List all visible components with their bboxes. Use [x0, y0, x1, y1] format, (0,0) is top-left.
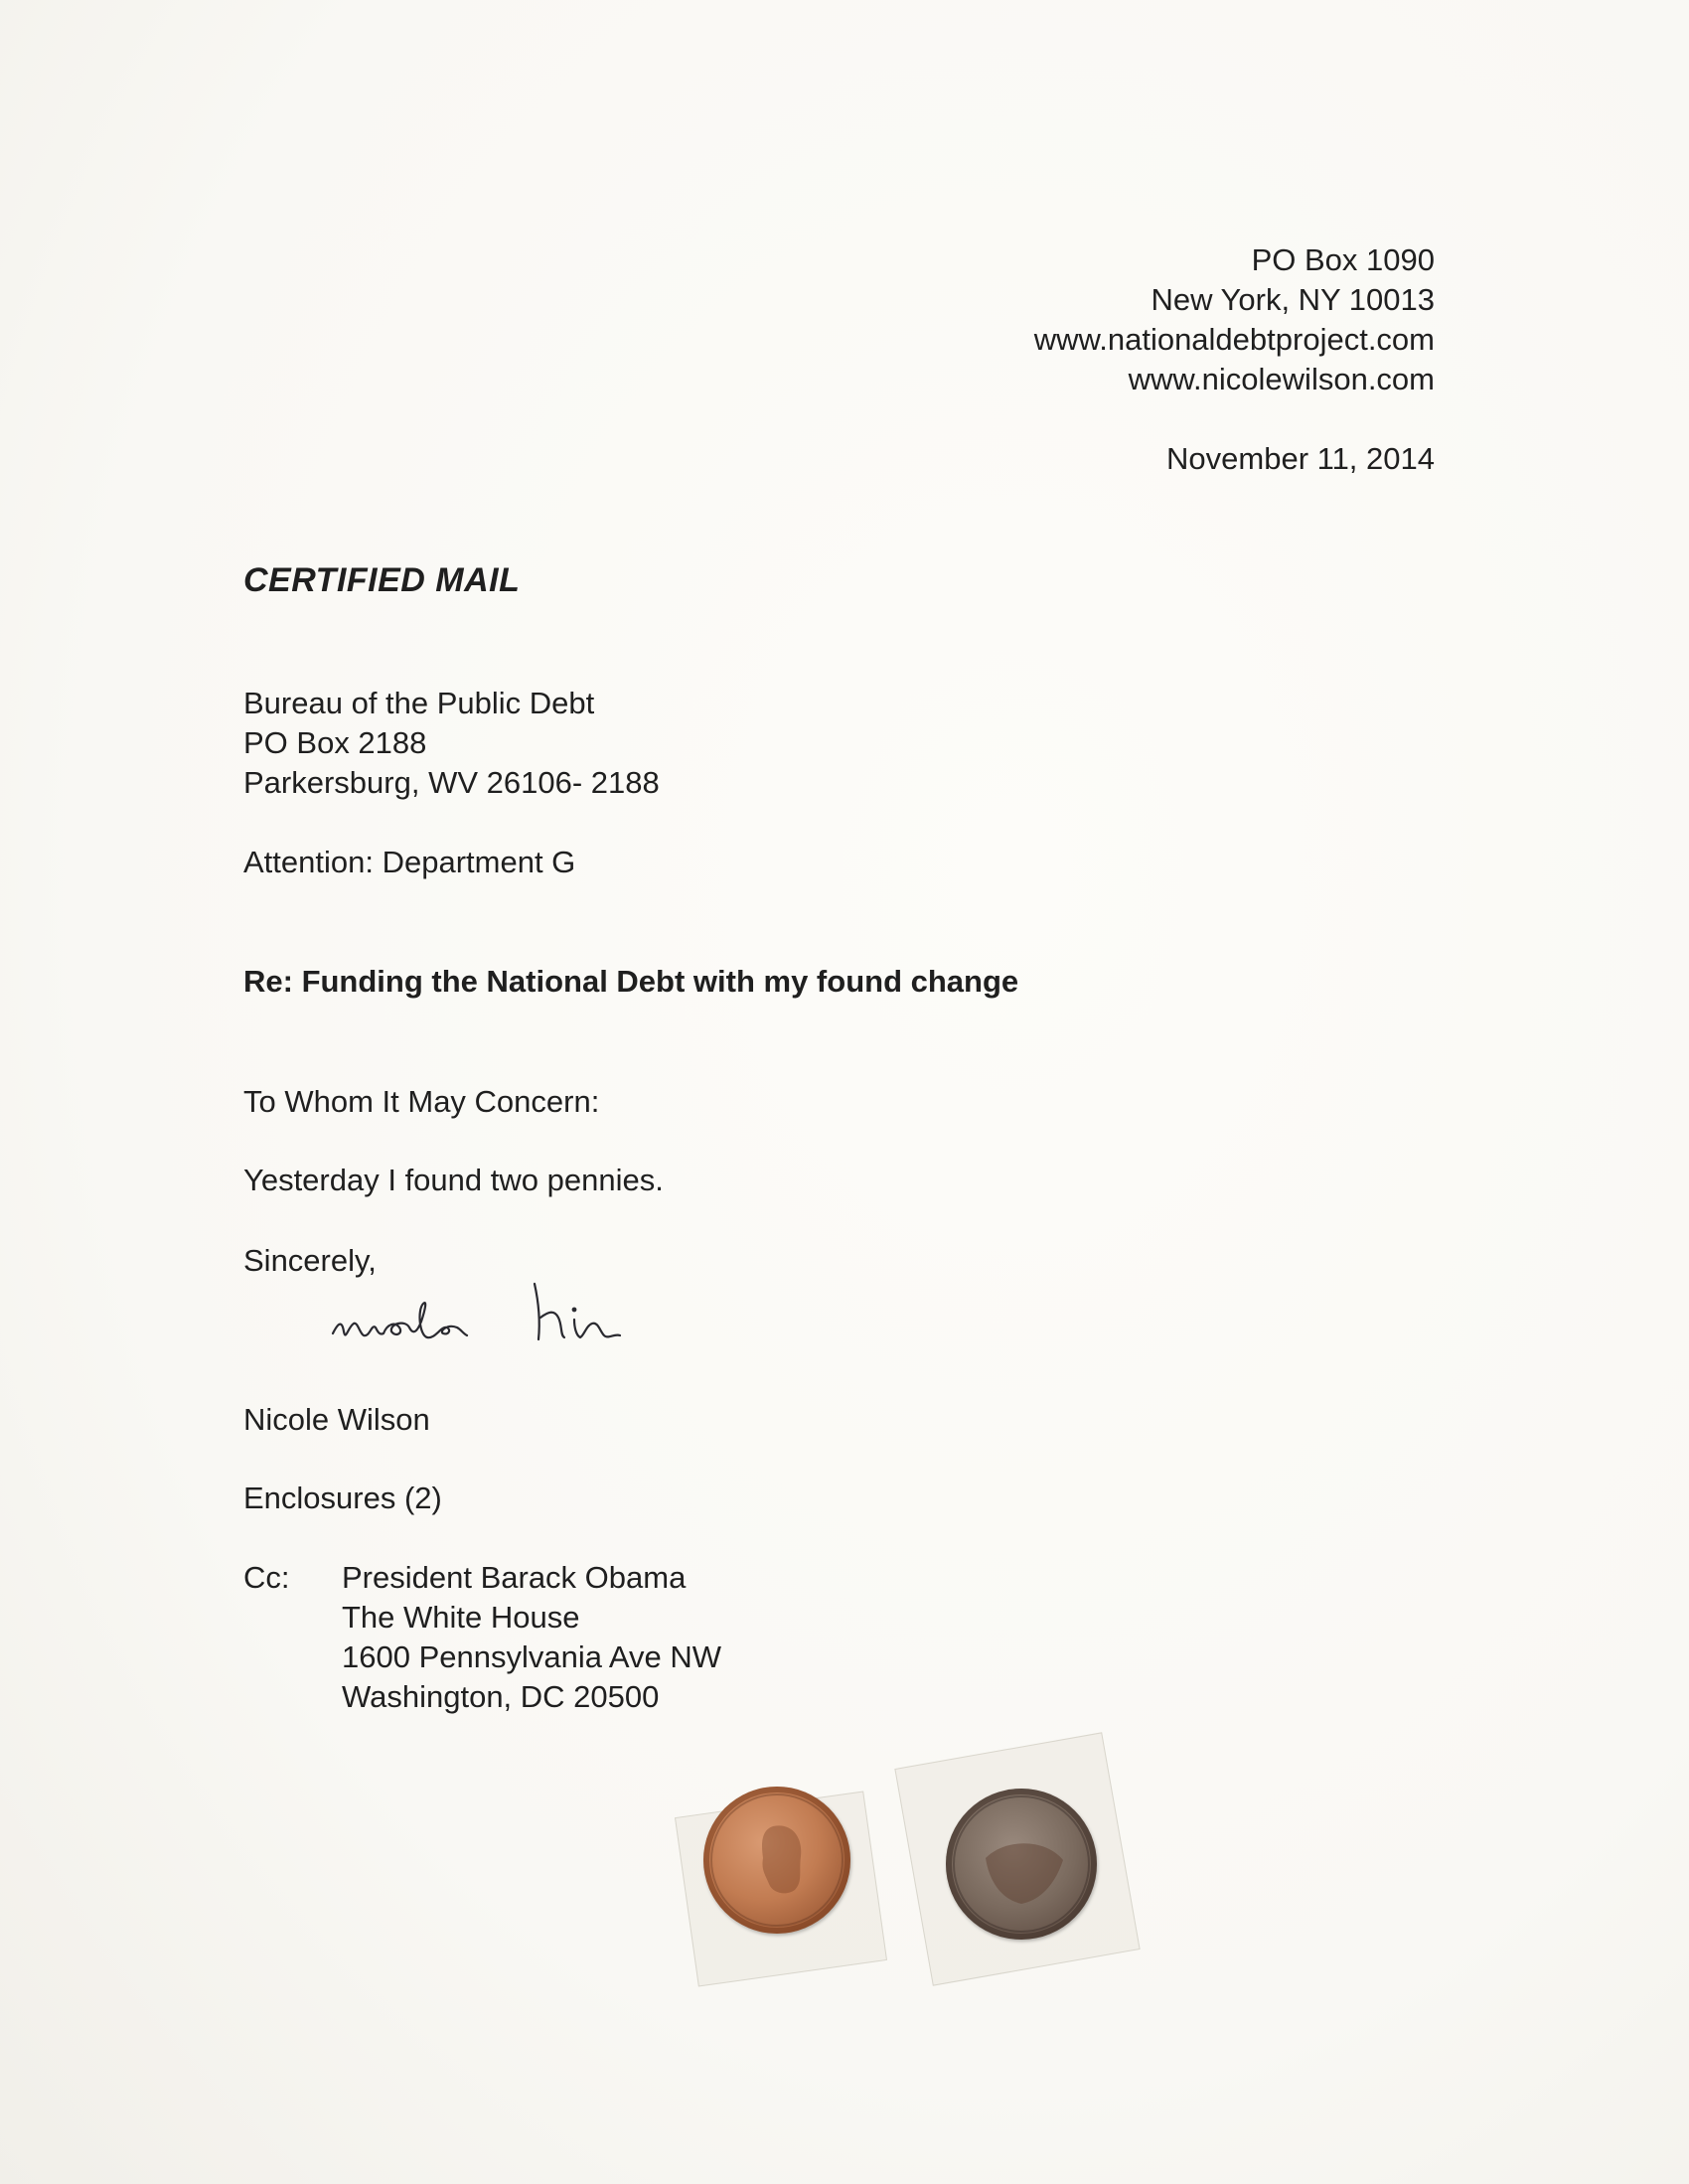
sender-line: New York, NY 10013 — [1151, 282, 1435, 317]
signer-name: Nicole Wilson — [243, 1402, 430, 1437]
cc-line: Washington, DC 20500 — [342, 1679, 660, 1714]
letter-body: Yesterday I found two pennies. — [243, 1163, 664, 1197]
handwritten-signature — [318, 1262, 656, 1361]
penny-icon — [703, 1787, 850, 1934]
cc-line: The White House — [342, 1600, 580, 1635]
salutation: To Whom It May Concern: — [243, 1084, 600, 1119]
sender-website: www.nationaldebtproject.com — [1033, 322, 1435, 357]
sender-address — [1034, 240, 1435, 399]
closing: Sincerely, — [243, 1243, 377, 1278]
penny-icon — [946, 1789, 1097, 1940]
cc-line: President Barack Obama — [342, 1560, 687, 1595]
recipient-address — [243, 684, 660, 803]
recipient-line: PO Box 2188 — [243, 725, 427, 760]
penny-portrait-icon — [703, 1787, 850, 1934]
sender-line: PO Box 1090 — [1251, 242, 1435, 277]
cc-label: Cc: — [243, 1560, 290, 1595]
certified-mail-heading: CERTIFIED MAIL — [243, 561, 521, 599]
cc-line: 1600 Pennsylvania Ave NW — [342, 1639, 721, 1674]
cc-address — [342, 1558, 721, 1717]
attention-line: Attention: Department G — [243, 845, 576, 879]
enclosures-note: Enclosures (2) — [243, 1481, 442, 1515]
letter-date: November 11, 2014 — [1166, 441, 1435, 476]
recipient-line: Bureau of the Public Debt — [243, 686, 595, 720]
recipient-line: Parkersburg, WV 26106- 2188 — [243, 765, 660, 800]
penny-reverse-icon — [946, 1789, 1097, 1940]
subject-line: Re: Funding the National Debt with my found change — [243, 964, 1019, 999]
sender-website: www.nicolewilson.com — [1128, 362, 1435, 396]
